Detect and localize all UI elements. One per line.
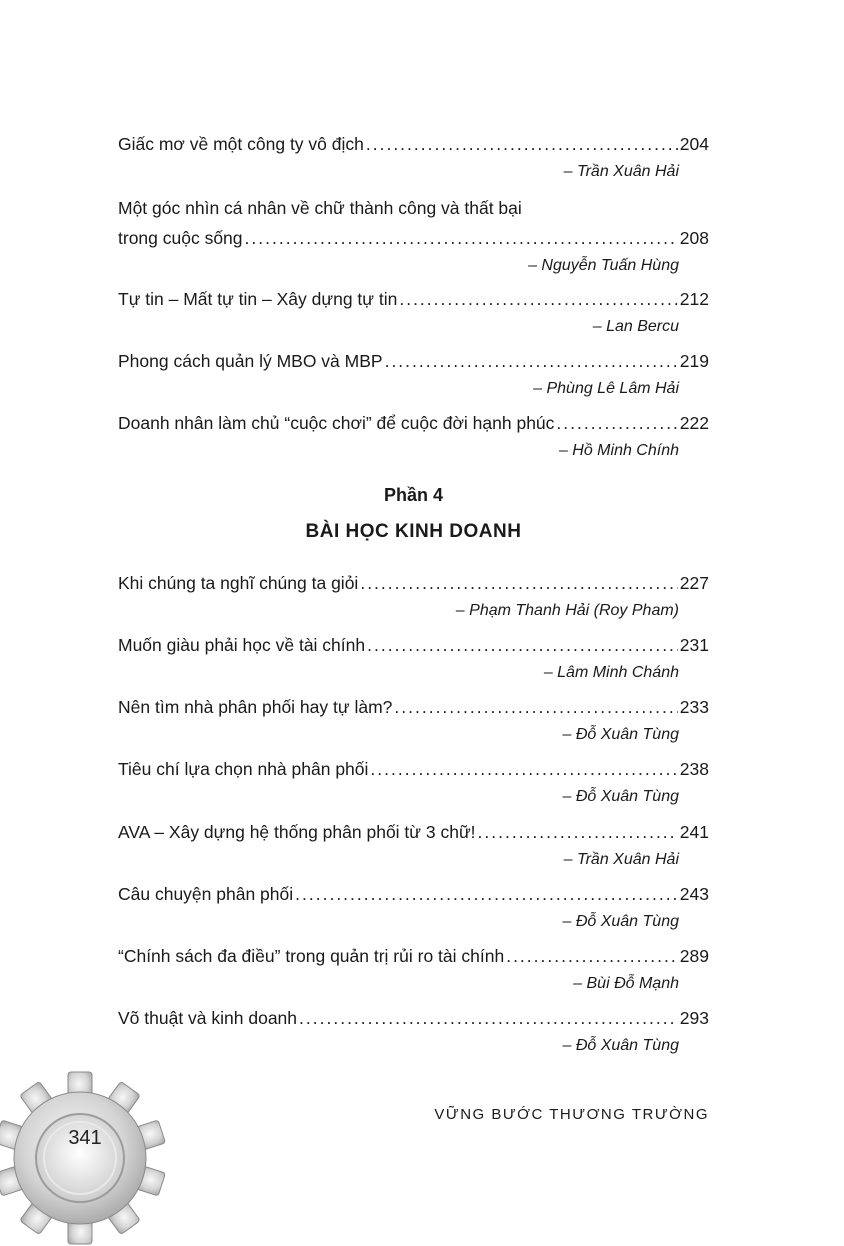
toc-entry bbox=[118, 879, 709, 934]
toc-entry bbox=[118, 630, 709, 685]
toc-entry-author: – Lâm Minh Chánh bbox=[543, 664, 679, 681]
toc-entry bbox=[118, 408, 709, 463]
toc-entry-page: 233 bbox=[679, 697, 709, 717]
toc-entry-author: – Đỗ Xuân Tùng bbox=[562, 788, 679, 805]
toc-entry-title: “Chính sách đa điều” trong quản trị rủi ro tài chính bbox=[118, 946, 505, 966]
toc-entry bbox=[118, 193, 709, 278]
toc-entry-author: – Trần Xuân Hải bbox=[563, 851, 679, 868]
toc-entry bbox=[118, 129, 709, 184]
toc-entry bbox=[118, 692, 709, 747]
toc-entry-title: Khi chúng ta nghĩ chúng ta giỏi bbox=[118, 573, 359, 593]
toc-entry-author: – Hồ Minh Chính bbox=[558, 442, 679, 459]
toc-entry-title: Tự tin – Mất tự tin – Xây dựng tự tin bbox=[118, 289, 398, 309]
toc-entry-author: – Trần Xuân Hải bbox=[563, 163, 679, 180]
toc-entry-author: – Phạm Thanh Hải (Roy Pham) bbox=[455, 602, 679, 619]
toc-entry-page: 219 bbox=[679, 351, 709, 371]
toc-entry bbox=[118, 284, 709, 339]
toc-entry-title: Võ thuật và kinh doanh bbox=[118, 1008, 298, 1028]
toc-entry-page: 293 bbox=[679, 1008, 709, 1028]
toc-entry bbox=[118, 754, 709, 809]
toc-entry bbox=[118, 941, 709, 996]
toc-entry-title: Muốn giàu phải học về tài chính bbox=[118, 635, 366, 655]
toc-entry-title: Nên tìm nhà phân phối hay tự làm? bbox=[118, 697, 393, 717]
toc-entry-title: Phong cách quản lý MBO và MBP bbox=[118, 351, 383, 371]
part-label: Phần 4 bbox=[383, 485, 444, 505]
toc-entry-author: – Đỗ Xuân Tùng bbox=[562, 1037, 679, 1054]
toc-entry-page: 222 bbox=[679, 413, 709, 433]
toc-entry-page: 289 bbox=[679, 946, 709, 966]
toc-entry-title: Giấc mơ về một công ty vô địch bbox=[118, 134, 364, 154]
toc-entry-title: Tiêu chí lựa chọn nhà phân phối bbox=[118, 759, 369, 779]
toc-entry bbox=[118, 568, 709, 623]
gear-icon bbox=[0, 1070, 170, 1246]
toc-entry-page: 227 bbox=[679, 573, 709, 593]
toc-entry-title: Doanh nhân làm chủ “cuộc chơi” để cuộc đời hạnh phúc bbox=[118, 413, 555, 433]
book-title-footer: VỮNG BƯỚC THƯƠNG TRƯỜNG bbox=[434, 1106, 709, 1123]
toc-entry-page: 243 bbox=[679, 884, 709, 904]
toc-entry-author: – Đỗ Xuân Tùng bbox=[562, 913, 679, 930]
toc-entry-author: – Đỗ Xuân Tùng bbox=[562, 726, 679, 743]
toc-entry-author: – Bùi Đỗ Mạnh bbox=[573, 975, 679, 992]
toc-entry-title-line1: Một góc nhìn cá nhân về chữ thành công và thất bại bbox=[118, 198, 522, 218]
toc-entry-title: Câu chuyện phân phối bbox=[118, 884, 294, 904]
page-number: 341 bbox=[68, 1127, 102, 1149]
toc-entry bbox=[118, 817, 709, 872]
toc-entry-title: trong cuộc sống bbox=[118, 228, 243, 248]
toc-entry-page: 204 bbox=[679, 134, 709, 154]
toc-entry-page: 238 bbox=[679, 759, 709, 779]
toc-entry-author: – Nguyễn Tuấn Hùng bbox=[528, 257, 679, 274]
toc-entry bbox=[118, 346, 709, 401]
part-title: BÀI HỌC KINH DOANH bbox=[305, 521, 522, 542]
toc-entry bbox=[118, 1003, 709, 1058]
toc-entry-page: 208 bbox=[679, 228, 709, 248]
toc-entry-page: 241 bbox=[679, 822, 709, 842]
toc-entry-page: 231 bbox=[679, 635, 709, 655]
toc-entry-author: – Phùng Lê Lâm Hải bbox=[533, 380, 679, 397]
toc-entry-title: AVA – Xây dựng hệ thống phân phối từ 3 chữ! bbox=[118, 822, 476, 842]
toc-entry-page: 212 bbox=[679, 289, 709, 309]
toc-entry-author: – Lan Bercu bbox=[592, 318, 679, 335]
